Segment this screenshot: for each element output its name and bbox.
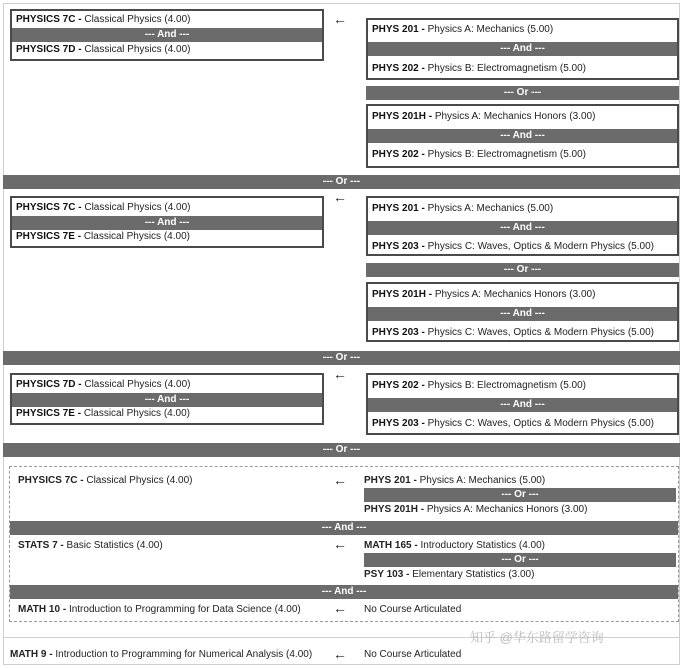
course-row: PHYS 203 - Physics C: Waves, Optics & Modern Physics (5.00): [372, 327, 654, 338]
articulation-arrow-icon: ←: [333, 472, 347, 488]
course-row: MATH 165 - Introductory Statistics (4.00): [364, 540, 545, 551]
and-separator: --- And ---: [368, 42, 677, 56]
cc-course-group-2a: [366, 196, 679, 256]
course-row: PHYS 203 - Physics C: Waves, Optics & Modern Physics (5.00): [372, 418, 654, 429]
or-separator: --- Or ---: [3, 175, 680, 189]
course-row: PHYSICS 7C - Classical Physics (4.00): [16, 202, 191, 213]
and-separator: --- And ---: [12, 393, 322, 407]
or-separator: --- Or ---: [366, 86, 679, 100]
articulation-arrow-icon: ←: [333, 189, 347, 205]
course-row: PHYS 202 - Physics B: Electromagnetism (5.00): [372, 380, 586, 391]
or-separator: --- Or ---: [3, 351, 680, 365]
or-separator: --- Or ---: [364, 488, 676, 502]
uci-course-group-3: [10, 373, 324, 425]
no-course-label: No Course Articulated: [364, 604, 462, 615]
cc-course-group-1a: [366, 18, 679, 80]
cc-course-group-1b: [366, 104, 679, 168]
and-separator: --- And ---: [10, 585, 678, 599]
course-row: PHYSICS 7E - Classical Physics (4.00): [16, 231, 190, 242]
articulation-arrow-icon: ←: [333, 600, 347, 616]
uci-course-group-1: [10, 9, 324, 61]
cc-course-group-2b: [366, 282, 679, 342]
articulation-arrow-icon: ←: [333, 646, 347, 662]
articulation-arrow-icon: ←: [333, 366, 347, 382]
or-separator: --- Or ---: [364, 553, 676, 567]
course-row: MATH 9 - Introduction to Programming for Numerical Analysis (4.00): [10, 649, 313, 660]
dashed-course-group: [9, 466, 679, 622]
uci-course-group-2: [10, 196, 324, 248]
course-row: PHYS 201 - Physics A: Mechanics (5.00): [372, 24, 554, 35]
course-row: PHYSICS 7D - Classical Physics (4.00): [16, 44, 191, 55]
and-separator: --- And ---: [12, 28, 322, 42]
watermark: 知乎 @华东路留学咨询: [470, 630, 604, 645]
course-row: PHYS 203 - Physics C: Waves, Optics & Modern Physics (5.00): [372, 241, 654, 252]
articulation-arrow-icon: ←: [333, 536, 347, 552]
course-row: PHYSICS 7E - Classical Physics (4.00): [16, 408, 190, 419]
course-row: PHYS 201H - Physics A: Mechanics Honors (3.00): [372, 111, 596, 122]
or-separator: --- Or ---: [3, 443, 680, 457]
and-separator: --- And ---: [368, 221, 677, 235]
course-row: PHYS 202 - Physics B: Electromagnetism (5.00): [372, 149, 586, 160]
course-row: STATS 7 - Basic Statistics (4.00): [18, 540, 163, 551]
cc-course-group-3: [366, 373, 679, 435]
and-separator: --- And ---: [10, 521, 678, 535]
course-row: PHYS 202 - Physics B: Electromagnetism (5.00): [372, 63, 586, 74]
or-separator: --- Or ---: [366, 263, 679, 277]
and-separator: --- And ---: [368, 307, 677, 321]
course-row: PHYS 201 - Physics A: Mechanics (5.00): [372, 203, 554, 214]
and-separator: --- And ---: [368, 129, 677, 143]
course-row: MATH 10 - Introduction to Programming for Data Science (4.00): [18, 604, 301, 615]
course-row: PHYS 201H - Physics A: Mechanics Honors (3.00): [364, 504, 588, 515]
course-row: PSY 103 - Elementary Statistics (3.00): [364, 569, 535, 580]
and-separator: --- And ---: [368, 398, 677, 412]
course-row: PHYS 201H - Physics A: Mechanics Honors (3.00): [372, 289, 596, 300]
articulation-arrow-icon: ←: [333, 11, 347, 27]
course-row: PHYS 201 - Physics A: Mechanics (5.00): [364, 475, 546, 486]
course-row: PHYSICS 7C - Classical Physics (4.00): [18, 475, 193, 486]
course-row: PHYSICS 7D - Classical Physics (4.00): [16, 379, 191, 390]
and-separator: --- And ---: [12, 216, 322, 230]
course-row: PHYSICS 7C - Classical Physics (4.00): [16, 14, 191, 25]
no-course-label: No Course Articulated: [364, 649, 462, 660]
